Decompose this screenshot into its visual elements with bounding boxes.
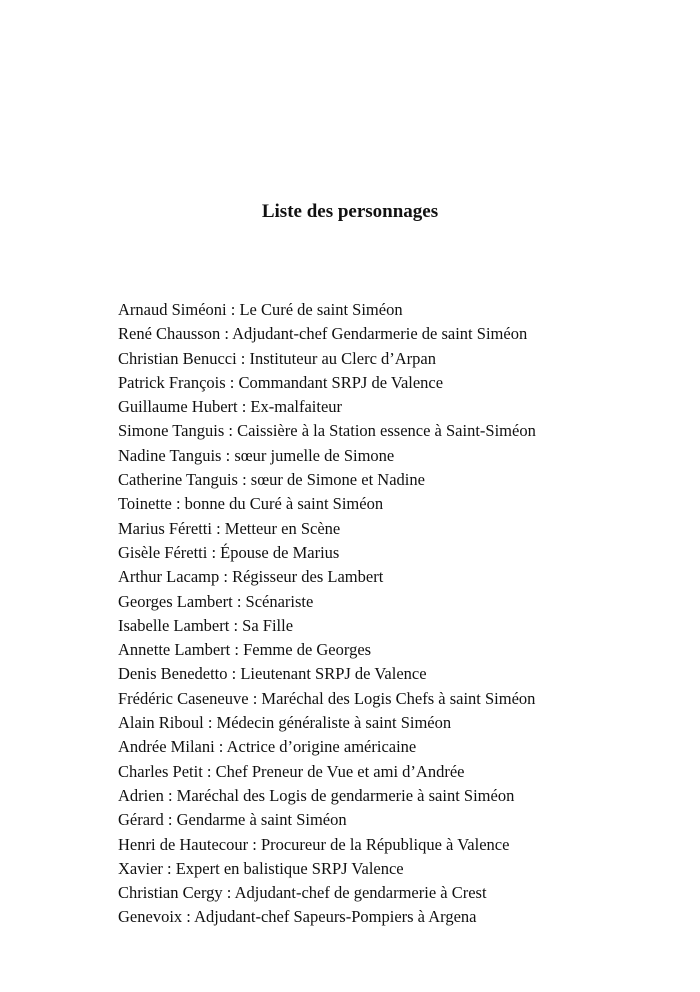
character-entry: Alain Riboul : Médecin généraliste à saint Siméon <box>118 713 452 733</box>
character-entry: Patrick François : Commandant SRPJ de Valence <box>118 372 444 392</box>
character-entry: Adrien : Maréchal des Logis de gendarmerie à saint Siméon <box>118 785 515 805</box>
character-entry: Xavier : Expert en balistique SRPJ Valence <box>118 858 404 878</box>
page-title: Liste des personnages <box>261 201 439 222</box>
character-entry: Catherine Tanguis : sœur de Simone et Nadine <box>118 470 425 490</box>
character-entry: Christian Benucci : Instituteur au Clerc d’Arpan <box>118 348 436 368</box>
character-list <box>118 298 536 930</box>
character-entry: Georges Lambert : Scénariste <box>118 591 314 611</box>
character-entry: Gérard : Gendarme à saint Siméon <box>118 810 347 830</box>
character-entry: Charles Petit : Chef Preneur de Vue et ami d’Andrée <box>118 761 465 781</box>
character-entry: René Chausson : Adjudant-chef Gendarmerie de saint Siméon <box>118 324 528 344</box>
character-entry: Simone Tanguis : Caissière à la Station essence à Saint-Siméon <box>118 421 536 441</box>
character-entry: Arthur Lacamp : Régisseur des Lambert <box>118 567 384 587</box>
character-entry: Guillaume Hubert : Ex-malfaiteur <box>118 397 343 417</box>
character-entry: Andrée Milani : Actrice d’origine américaine <box>118 737 417 757</box>
character-entry: Nadine Tanguis : sœur jumelle de Simone <box>118 445 395 465</box>
character-entry: Denis Benedetto : Lieutenant SRPJ de Valence <box>118 664 427 684</box>
character-entry: Toinette : bonne du Curé à saint Siméon <box>118 494 384 514</box>
character-entry: Christian Cergy : Adjudant-chef de gendarmerie à Crest <box>118 883 487 903</box>
character-entry: Frédéric Caseneuve : Maréchal des Logis Chefs à saint Siméon <box>118 688 536 708</box>
character-entry: Arnaud Siméoni : Le Curé de saint Siméon <box>118 300 403 319</box>
character-entry: Henri de Hautecour : Procureur de la République à Valence <box>118 834 510 854</box>
character-entry: Annette Lambert : Femme de Georges <box>118 640 372 660</box>
character-entry: Marius Féretti : Metteur en Scène <box>118 518 341 538</box>
character-entry: Gisèle Féretti : Épouse de Marius <box>118 542 340 562</box>
character-entry: Genevoix : Adjudant-chef Sapeurs-Pompiers à Argena <box>118 907 477 927</box>
character-entry: Isabelle Lambert : Sa Fille <box>118 615 294 635</box>
